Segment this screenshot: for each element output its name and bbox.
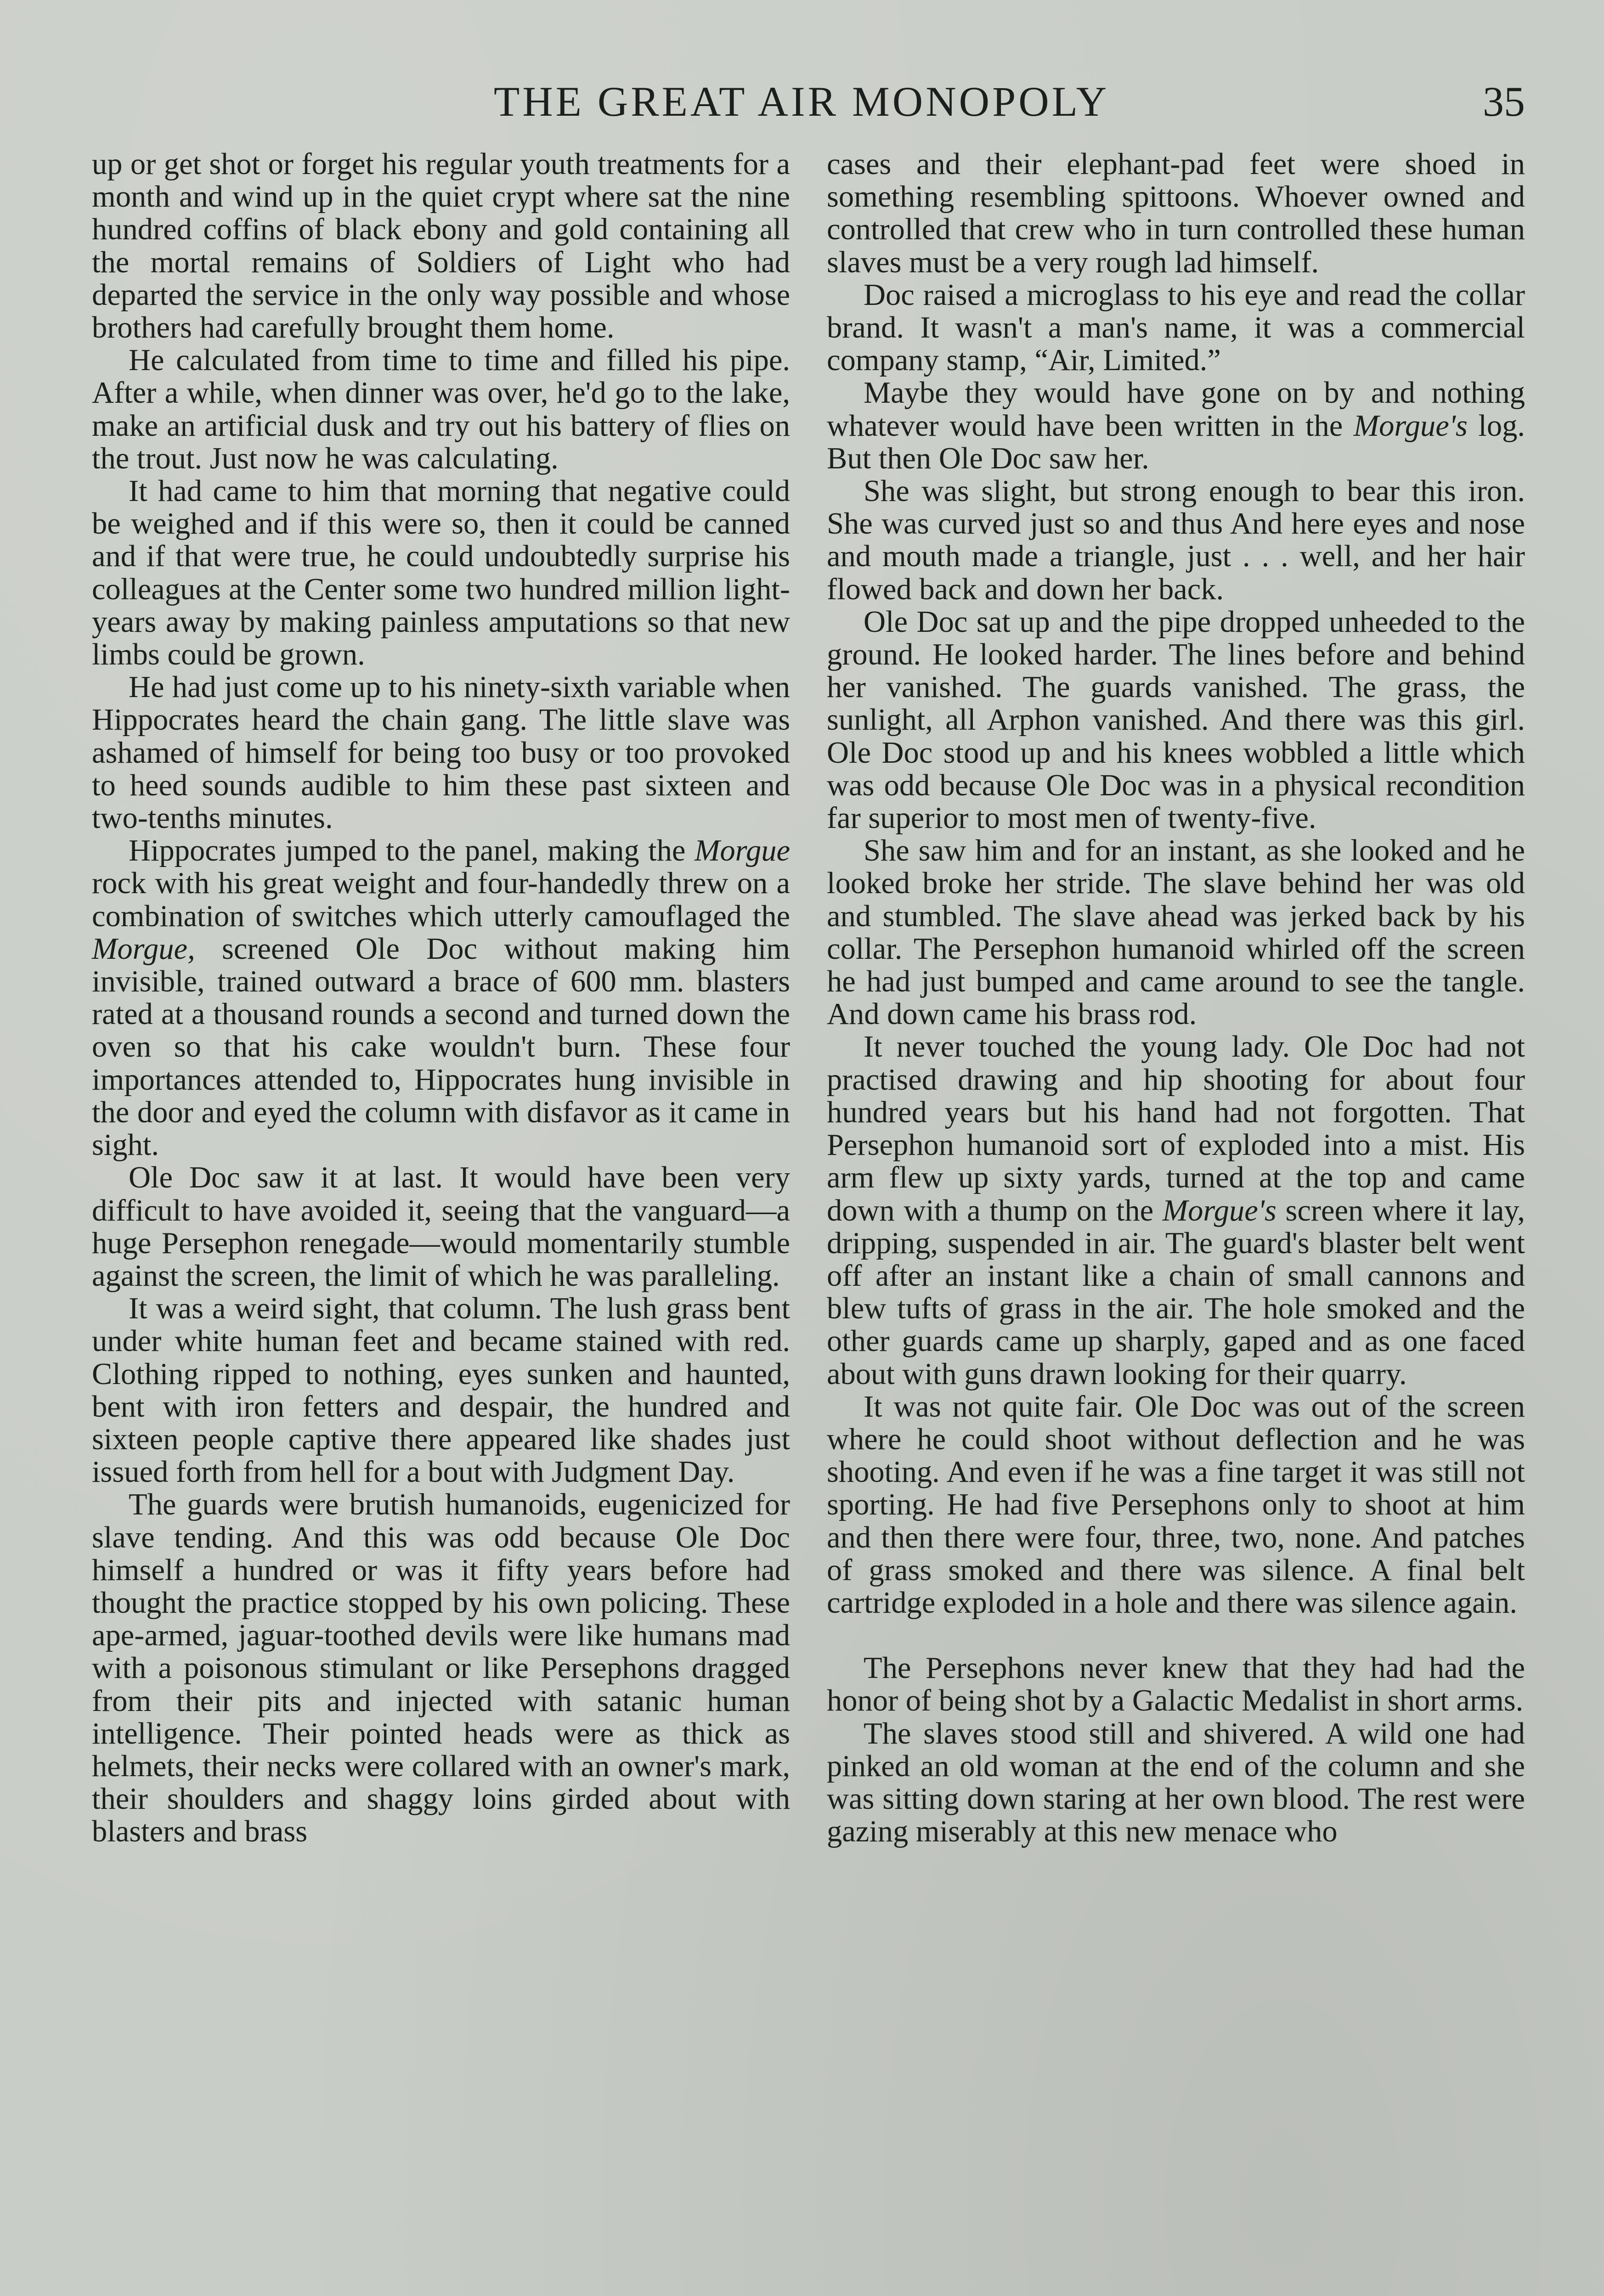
paragraph-text: The guards were brutish humanoids, eugenicized for slave tending. And this was odd because Ole Doc himself a hundred or was it fifty years before had thought the practice stopped by his own policing. These ape-armed, jaguar-toothed devils were like humans mad with a poisonous stimulant or like Persephons dragged from their pits and injected with satanic human intelligence. Their pointed heads were as thick as helmets, their necks were collared with an owner's mark, their shoulders and shaggy loins girded about with blasters and brass xyxy=(92,1488,790,1849)
paragraph xyxy=(827,1390,1525,1619)
paragraph xyxy=(827,148,1525,279)
paragraph-text: Hippocrates jumped to the panel, making the xyxy=(129,834,695,868)
paragraph-text: Doc raised a microglass to his eye and read the collar brand. It wasn't a man's name, it was a commercial company stamp, “Air, Limited.” xyxy=(827,278,1525,377)
paragraph xyxy=(827,1652,1525,1717)
paragraph-text: Ole Doc saw it at last. It would have been very difficult to have avoided it, seeing that the vanguard—a huge Persephon renegade—would momentarily stumble against the screen, the limit of which he was paralleling. xyxy=(92,1161,790,1293)
paragraph-text: She was slight, but strong enough to bear this iron. She was curved just so and thus And here eyes and nose and mouth made a triangle, just . . . well, and her hair flowed back and down her back. xyxy=(827,474,1525,606)
right-text-column xyxy=(827,148,1525,2296)
paragraph xyxy=(827,377,1525,475)
italic-text: Morgue, xyxy=(92,932,195,966)
paragraph-text: cases and their elephant-pad feet were shoed in something resembling spittoons. Whoever owned and controlled that crew who in turn controlled these human slaves must be a very rough lad himself. xyxy=(827,147,1525,279)
paragraph-text: Maybe they would have gone on by and nothing whatever would have been written in the xyxy=(827,376,1525,443)
paragraph-text: It had came to him that morning that negative could be weighed and if this were so, then it could be canned and if that were true, he could undoubtedly surprise his colleagues at the Center some two hundred million light-years away by making painless amputations so that new limbs could be grown. xyxy=(92,474,790,672)
paragraph xyxy=(92,834,790,1161)
paragraph-text: It never touched the young lady. Ole Doc had not practised drawing and hip shooting for about four hundred years but his hand had not forgotten. That Persephon humanoid sort of exploded into a mist. His arm flew up sixty yards, turned at the top and came down with a thump on the xyxy=(827,1030,1525,1227)
paragraph xyxy=(827,279,1525,377)
italic-text: Morgue xyxy=(694,834,790,868)
page-header xyxy=(92,69,1525,138)
paragraph-text: screened Ole Doc without making him invisible, trained outward a brace of 600 mm. blasters rated at a thousand rounds a second and turned down the oven so that his cake wouldn't burn. These four importances attended to, Hippocrates hung invisible in the door and eyed the column with disfavor as it came in sight. xyxy=(92,932,790,1162)
running-title: THE GREAT AIR MONOPOLY xyxy=(494,78,1110,125)
italic-text: Morgue's xyxy=(1162,1193,1276,1227)
paragraph xyxy=(92,1488,790,1848)
paragraph-text: He had just come up to his ninety-sixth variable when Hippocrates heard the chain gang. The little slave was ashamed of himself for being too busy or too provoked to heed sounds audible to him these past sixteen and two-tenths minutes. xyxy=(92,670,790,835)
paragraph xyxy=(827,1030,1525,1390)
paragraph xyxy=(92,475,790,671)
paragraph xyxy=(92,148,790,344)
paragraph xyxy=(92,1292,790,1488)
paragraph xyxy=(827,834,1525,1030)
paragraph xyxy=(92,344,790,475)
paragraph xyxy=(827,475,1525,606)
paragraph-text: It was a weird sight, that column. The lush grass bent under white human feet and became stained with red. Clothing ripped to nothing, eyes sunken and haunted, bent with iron fetters and despair, the hundred and sixteen people captive there appeared like shades just issued forth from hell for a bout with Judgment Day. xyxy=(92,1292,790,1489)
paragraph-text: The Persephons never knew that they had had the honor of being shot by a Galactic Medalist in short arms. xyxy=(827,1651,1525,1718)
left-text-column xyxy=(92,148,790,2296)
paragraph-text: rock with his great weight and four-handedly threw on a combination of switches which utterly camouflaged the xyxy=(92,867,790,933)
paragraph-text: log. But then Ole Doc saw her. xyxy=(827,409,1525,475)
paragraph xyxy=(827,606,1525,834)
paragraph xyxy=(92,1161,790,1292)
paragraph-text: She saw him and for an instant, as she looked and he looked broke her stride. The slave behind her was old and stumbled. The slave ahead was jerked back by his collar. The Persephon humanoid whirled off the screen he had just bumped and came around to see the tangle. And down came his brass rod. xyxy=(827,834,1525,1031)
paragraph xyxy=(92,671,790,834)
paragraph-text: It was not quite fair. Ole Doc was out of the screen where he could shoot without deflection and he was shooting. And even if he was a fine target it was still not sporting. He had five Persephons only to shoot at him and then there were four, three, two, none. And patches of grass smoked and there was silence. A final belt cartridge exploded in a hole and there was silence again. xyxy=(827,1390,1525,1620)
paragraph-text: He calculated from time to time and filled his pipe. After a while, when dinner was over, he'd go to the lake, make an artificial dusk and try out his battery of flies on the trout. Just now he was calculating. xyxy=(92,343,790,475)
italic-text: Morgue's xyxy=(1353,409,1468,443)
paragraph-text: up or get shot or forget his regular youth treatments for a month and wind up in the quiet crypt where sat the nine hundred coffins of black ebony and gold containing all the mortal remains of Soldiers of Light who had departed the service in the only way possible and whose brothers had carefully brought them home. xyxy=(92,147,790,345)
paragraph-text: screen where it lay, dripping, suspended in air. The guard's blaster belt went off after an instant like a chain of small cannons and blew tufts of grass in the air. The hole smoked and the other guards came up sharply, gaped and as one faced about with guns drawn looking for their quarry. xyxy=(827,1193,1525,1391)
page-number: 35 xyxy=(1483,78,1525,125)
paragraph xyxy=(827,1717,1525,1848)
paragraph-text: Ole Doc sat up and the pipe dropped unheeded to the ground. He looked harder. The lines before and behind her vanished. The guards vanished. The grass, the sunlight, all Arphon vanished. And there was this girl. Ole Doc stood up and his knees wobbled a little which was odd because Ole Doc was in a physical recondition far superior to most men of twenty-five. xyxy=(827,605,1525,835)
paragraph-text: The slaves stood still and shivered. A wild one had pinked an old woman at the end of the column and she was sitting down staring at her own blood. The rest were gazing miserably at this new menace who xyxy=(827,1716,1525,1849)
